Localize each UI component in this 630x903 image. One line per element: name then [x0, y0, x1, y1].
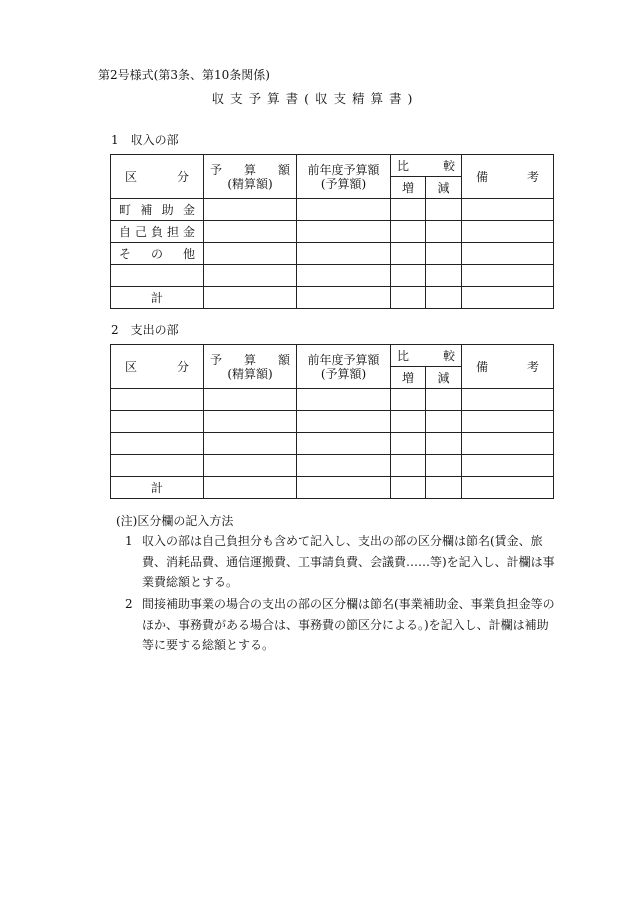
table-row	[111, 455, 554, 477]
header-comparison: 比 較	[391, 155, 462, 177]
header-comparison: 比 較	[391, 345, 462, 367]
total-row	[111, 477, 554, 499]
note-item-1	[125, 531, 555, 593]
header-budget: 予 算 額 (精算額)	[204, 155, 297, 199]
expense-table	[110, 344, 554, 499]
note-item-2	[125, 594, 555, 656]
total-row	[111, 287, 554, 309]
header-decrease: 減	[426, 177, 462, 199]
income-section-heading: 1 収入の部	[111, 133, 179, 147]
expense-section-heading: 2 支出の部	[111, 323, 179, 337]
row-label	[111, 265, 204, 287]
note-text: 収入の部は自己負担分も含めて記入し、支出の部の区分欄は節名(賃金、旅費、消耗品費、通信運搬費、工事請負費、会議費……等)を記入し、計欄は事業費総額とする。	[142, 534, 555, 589]
row-label	[111, 455, 204, 477]
row-label-text: 町 補 助 金	[119, 202, 195, 217]
table-row	[111, 243, 554, 265]
header-remarks: 備 考	[462, 155, 554, 199]
row-label-text: そ の 他	[119, 246, 195, 261]
table-row	[111, 411, 554, 433]
header-category: 区 分	[111, 155, 204, 199]
form-number: 第2号様式(第3条、第10条関係)	[98, 68, 270, 82]
row-label	[111, 199, 204, 221]
table-row	[111, 265, 554, 287]
row-label	[111, 243, 204, 265]
header-category: 区 分	[111, 345, 204, 389]
income-table	[110, 154, 554, 309]
row-label-text: 自 己 負 担 金	[119, 224, 195, 239]
header-remarks: 備 考	[462, 345, 554, 389]
note-number: 1	[125, 534, 133, 548]
header-decrease: 減	[426, 367, 462, 389]
note-text: 間接補助事業の場合の支出の部の区分欄は節名(事業補助金、事業負担金等のほか、事務費がある場合は、事務費の節区分による。)を記入し、計欄は補助等に要する総額とする。	[142, 597, 555, 652]
header-increase: 増	[391, 367, 426, 389]
table-row	[111, 389, 554, 411]
total-label: 計	[111, 477, 204, 499]
notes-heading: (注)区分欄の記入方法	[116, 514, 234, 528]
table-row	[111, 433, 554, 455]
row-label	[111, 221, 204, 243]
header-previous-budget: 前年度予算額 (予算額)	[297, 155, 391, 199]
header-budget: 予 算 額 (精算額)	[204, 345, 297, 389]
header-increase: 増	[391, 177, 426, 199]
row-label	[111, 389, 204, 411]
row-label	[111, 433, 204, 455]
table-row	[111, 221, 554, 243]
header-previous-budget: 前年度予算額 (予算額)	[297, 345, 391, 389]
total-label: 計	[111, 287, 204, 309]
document-title: 収支予算書(収支精算書)	[211, 91, 419, 106]
table-row	[111, 199, 554, 221]
note-number: 2	[125, 597, 133, 611]
row-label	[111, 411, 204, 433]
